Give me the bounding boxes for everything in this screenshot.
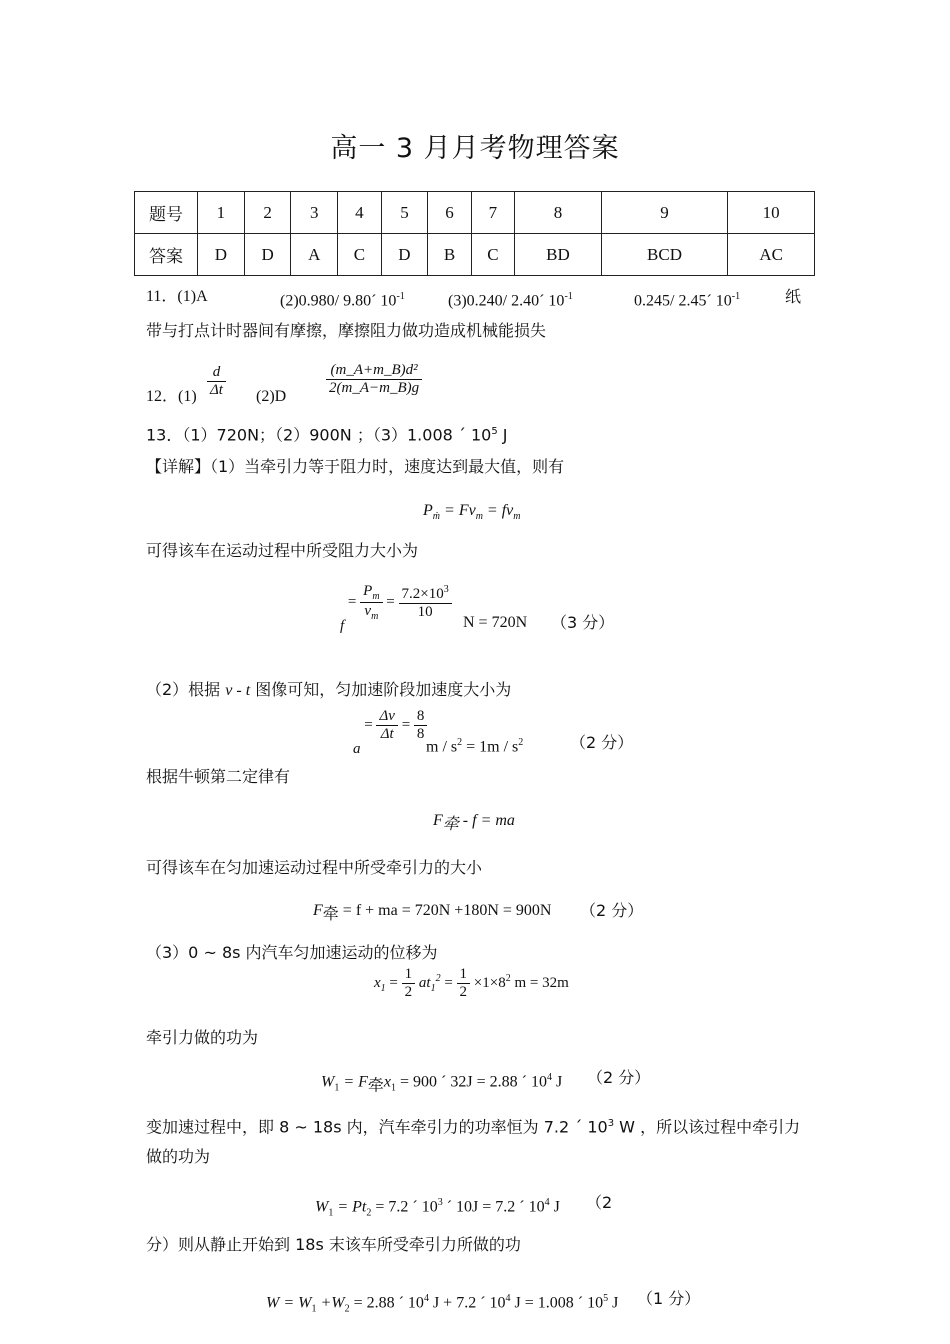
- score-2d: （2: [586, 1193, 613, 1212]
- eq-traction: $F_牵 = f$ + ma = 720N +180N = 900N: [313, 902, 552, 924]
- eq-newton: $F_牵$ - f = ma: [433, 812, 515, 834]
- eq-power: $P_ṁ = Fv_m = fv_m$: [423, 502, 521, 523]
- text-newton: 根据牛顿第二定律有: [146, 767, 291, 786]
- text-work: 牵引力做的功为: [146, 1028, 259, 1047]
- q12-part1: 12．(1): [146, 388, 197, 405]
- table-cell: BD: [515, 234, 602, 276]
- table-cell: B: [428, 234, 471, 276]
- table-row-answers: [135, 234, 815, 276]
- q11-part4: 0.245/ 2.45´ $10^{-1}$: [634, 291, 741, 310]
- q11-part3: (3)0.240/ 2.40´ $10^{-1}$: [448, 291, 573, 310]
- eq-acceleration: a = $\frac{\Delta v}{\Delta t}$ = $\frac{8}{8}$: [353, 708, 427, 743]
- text-total: 分）则从静止开始到 18s 末该车所受牵引力所做的功: [146, 1235, 521, 1254]
- score-3: （3 分）: [551, 613, 615, 632]
- eq-resistance: f = $\frac{P_m}{v_m}$ = $\frac{7.2\times 10^3}{10}$: [340, 583, 452, 622]
- q11-part1: 11．(1)A: [146, 288, 208, 305]
- table-header-number: 题号: [135, 192, 198, 234]
- score-1: （1 分）: [637, 1289, 701, 1308]
- table-cell: C: [338, 234, 381, 276]
- table-cell: D: [244, 234, 291, 276]
- eq-total: $W = W_1 +W_2 = 2.88$ ´ $10^4$ J + 7.2 ´ $10^4$ J = 1.008 ´ $10^5$ J: [266, 1293, 619, 1315]
- table-cell: D: [198, 234, 245, 276]
- score-2b: （2 分）: [580, 901, 644, 920]
- table-cell: 10: [728, 192, 815, 234]
- table-cell: A: [291, 234, 338, 276]
- text-resistance: 可得该车在运动过程中所受阻力大小为: [146, 541, 419, 560]
- table-cell: 3: [291, 192, 338, 234]
- score-2a: （2 分）: [570, 733, 634, 752]
- table-cell: 2: [244, 192, 291, 234]
- text-variable-2: 做的功为: [146, 1147, 211, 1166]
- answer-table: [134, 191, 815, 276]
- eq-work1: $W_1 = F_牵x_1 = 900$ ´ 32J = 2.88 ´ $10^4$ J: [321, 1072, 563, 1095]
- eq-resistance-result: N = 720N: [463, 614, 528, 631]
- q12-part2: (2)D: [256, 388, 287, 405]
- text-traction: 可得该车在匀加速运动过程中所受牵引力的大小: [146, 858, 483, 877]
- table-cell: 4: [338, 192, 381, 234]
- text-variable: 变加速过程中，即 8 ~ 18s 内，汽车牵引力的功率恒为 7.2 ´ $10^3$ W ，所以该过程中牵引力: [146, 1117, 801, 1137]
- eq-work2: $W_1 = Pt_2 = 7.2$ ´ $10^3$ ´ 10J = 7.2 ´ $10^4$ J: [315, 1197, 560, 1219]
- score-2c: （2 分）: [587, 1068, 651, 1087]
- q11-part2: (2)0.980/ 9.80´ $10^{-1}$: [280, 291, 405, 310]
- text-displacement: （3）0 ~ 8s 内汽车匀加速运动的位移为: [146, 943, 438, 962]
- table-header-answer: 答案: [135, 234, 198, 276]
- page-title: 高一 3 月月考物理答案: [330, 133, 620, 164]
- q11-tail: 纸: [785, 287, 802, 306]
- eq-acceleration-result: $m / s^2 = 1m / s^2$: [426, 737, 524, 756]
- table-row-numbers: [135, 192, 815, 234]
- table-cell: 7: [471, 192, 514, 234]
- table-cell: 5: [381, 192, 428, 234]
- table-cell: 6: [428, 192, 471, 234]
- q13-summary: 13．（1）720N；（2）900N ；（3）1.008 ´ $10^5$ J: [146, 425, 508, 445]
- table-cell: 1: [198, 192, 245, 234]
- table-cell: 8: [515, 192, 602, 234]
- table-cell: AC: [728, 234, 815, 276]
- eq-displacement: $x_1$ = $\frac{1}{2}$ $at_1^2$ = $\frac{1}{2}$ $\times 1\times 8^2$ m = 32m: [374, 966, 569, 1000]
- q12-fraction: $\frac{d}{\Delta t}$: [207, 364, 226, 399]
- table-cell: BCD: [601, 234, 728, 276]
- table-cell: 9: [601, 192, 728, 234]
- text-acceleration: （2）根据 v - t 图像可知，匀加速阶段加速度大小为: [146, 680, 512, 699]
- table-cell: C: [471, 234, 514, 276]
- q11-line2: 带与打点计时器间有摩擦，摩擦阻力做功造成机械能损失: [146, 321, 547, 340]
- q13-detail: 【详解】（1）当牵引力等于阻力时，速度达到最大值，则有: [146, 457, 565, 476]
- q12-formula: $\frac{\text{(m\_A+m\_B)d²}}{2(m\_A-m\_B)g}$: [326, 362, 422, 397]
- table-cell: D: [381, 234, 428, 276]
